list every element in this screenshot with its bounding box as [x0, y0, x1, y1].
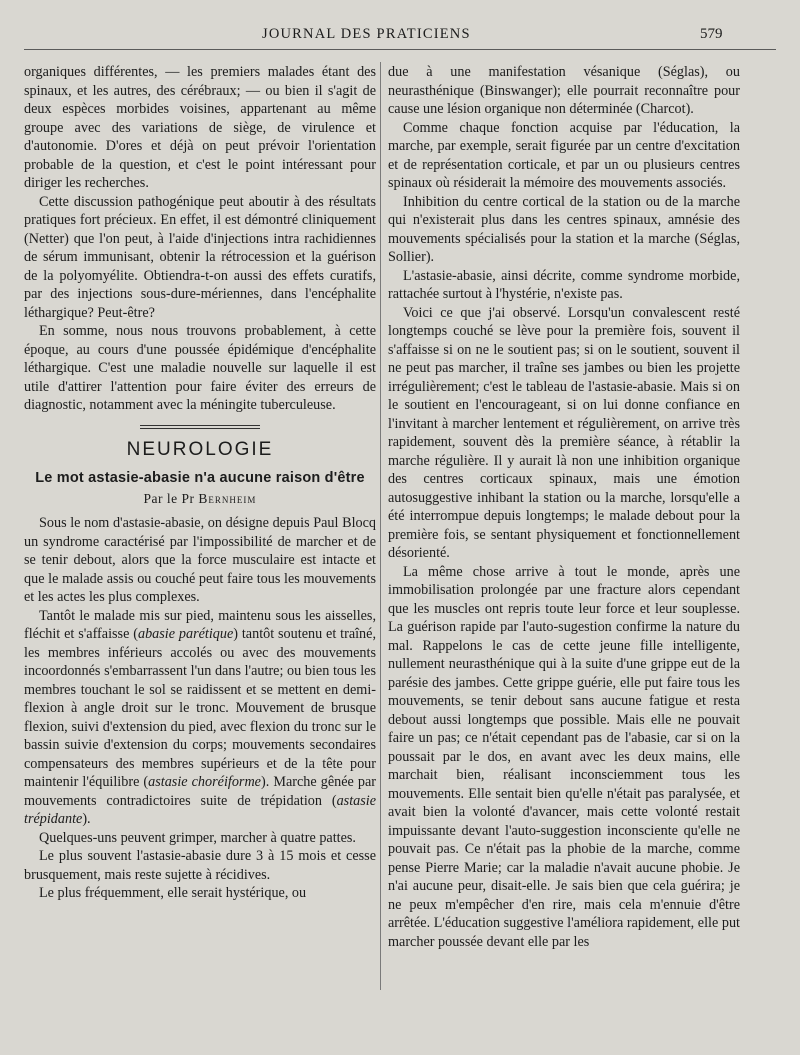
text-run: Tantôt le malade mis sur pied, maintenu sous les aisselles, fléchit et s'affaisse ( — [24, 607, 376, 642]
paragraph: L'astasie-abasie, ainsi décrite, comme syndrome morbide, rattachée surtout à l'hystérie, n'existe pas. — [388, 267, 740, 302]
byline-prefix: Par le Pr — [143, 490, 195, 506]
paragraph: Le plus souvent l'astasie-abasie dure 3 à 15 mois et cesse brusquement, mais reste sujette à récidives. — [24, 848, 376, 883]
paragraph: Sous le nom d'astasie-abasie, on désigne depuis Paul Blocq un syndrome caractérisé par l'impossibilité de marcher et de se tenir debout, alors que la force musculaire est intacte et que le malade assis ou couché peut faire tous les mouvements et les actes les plus complexes. — [24, 515, 376, 605]
paragraph: Inhibition du centre cortical de la station ou de la marche qui n'existerait plus dans les centres spinaux, amnésie des mouvements spécialisés pour la station et la marche (Séglas, Sollier). — [388, 193, 740, 265]
paragraph: En somme, nous nous trouvons probablement, à cette époque, au cours d'une poussée épidémique d'encéphalite léthargique. C'est une maladie nouvelle sur laquelle il est utile d'attirer l'attention pour faire éviter des erreurs de diagnostic, notamment avec la méningite tuberculeuse. — [24, 323, 376, 413]
paragraph: Cette discussion pathogénique peut aboutir à des résultats pratiques fort précieux. En effet, il est démontré cliniquement (Netter) que l'on peut, à l'aide d'injections intra rachidiennes de sérum immunisant, obtenir la rétrocession et la guérison de la polyomyélite. Obtiendra-t-on aussi des effets curatifs, par des injections sous-dure-mériennes, dans l'encéphalite léthargique? Peut-être? — [24, 193, 376, 321]
paragraph: due à une manifestation vésanique (Séglas), ou neurasthénique (Binswanger); elle pourrait reconnaître pour cause une lésion organique non déterminée (Charcot). — [388, 64, 740, 117]
byline-author: Bernheim — [198, 490, 257, 506]
article-title: Le mot astasie-abasie n'a aucune raison d'être — [35, 470, 365, 486]
paragraph: Comme chaque fonction acquise par l'éducation, la marche, par exemple, serait figurée par un centre d'excitation et de représentation corticale, et par un ou plusieurs centres spinaux où résiderait la mémoire des mouvements associés. — [388, 119, 740, 191]
paragraph: organiques différentes, — les premiers malades étant des spinaux, et les autres, des cérébraux; — ou bien il s'agit de deux espèces morbides voisines, appartenant au même groupe avec des variations de siège, de virulence et d'autonomie. D'ores et déjà on peut prévoir l'orientation probable de la question, et c'est le point intéressant pour diriger les recherches. — [24, 64, 376, 191]
column-divider — [380, 62, 381, 990]
text-run: ). — [82, 811, 91, 827]
paragraph: Le plus fréquemment, elle serait hystérique, ou — [39, 885, 307, 901]
header-rule — [24, 49, 776, 50]
paragraph: Voici ce que j'ai observé. Lorsqu'un convalescent resté longtemps couché se lève pour la première fois, souvent il s'affaisse si on ne le soutient pas; si on le soutient, souvent il ne peut pas marcher, il traîne ses jambes ou bien les projette irrégulièrement; c'est le tableau de l'astasie-abasie. Mais si on le soutient en l'encourageant, si on lui donne confiance en l'invitant à marcher lentement et régulièrement, on arrive très rapidement, souvent dès la première séance, à rétablir la marche régulière. Il y aurait là non une inhibition organique des centres corticaux spinaux, mais une émotion autosuggestive inhibant la station ou la marche, lorsqu'elle a été interrompue depuis longtemps; le malade debout pour la première fois, se sentant physiquement et fonctionnellement désorienté. — [388, 304, 740, 561]
paragraph: La même chose arrive à tout le monde, après une immobilisation prolongée par une fracture alors cependant que les muscles ont repris toute leur force et leur souplesse. La guérison rapide par l'auto-sugestion confirme la nature du mal. Rappelons le cas de cette jeune fille intelligente, nullement neurasthénique qui à la suite d'une grippe eut de la parésie des jambes. Cette grippe guérie, elle put faire tous les mouvements, se tenir debout sans aucune fatigue et resta debout aussi longtemps que possible. Mais elle ne pouvait faire un pas; ce n'était cependant pas de l'abasie, car si on la poussait par le dos, en avant avec les deux mains, elle marchait bien, réalisant inconsciemment tous les mouvements. Elle sentait bien qu'elle n'était pas paralysée, et avait bien la volonté d'avancer, mais cette volonté restait impuissante devant l'auto-suggestion inconsciente qu'elle ne pouvait pas. Ce n'était pas la phobie de la marche, comme pense Pierre Marie; car la maladie n'avait aucune phobie. Je n'ai aucune peur, disait-elle. Je sais bien que cela guérira; je ne peux m'empêcher d'en rire, mais cela m'ennuie d'être arrêtée. L'éducation suggestive l'améliora rapidement, elle put marcher poussée devant elle par les — [388, 563, 740, 950]
italic-term: astasie choréiforme — [148, 774, 261, 790]
running-head — [0, 26, 800, 44]
journal-title: JOURNAL DES PRATICIENS — [262, 26, 471, 42]
paragraph — [24, 607, 376, 829]
byline — [24, 490, 376, 509]
text-run: ) tantôt soutenu et traîné, les membres inférieurs accolés ou avec des mouvements incoordonnés s'embarrassent l'un dans l'autre; ou bien tous les membres touchant le sol se raidissent et se mettent en demi-flexion à angle droit sur le tronc. Mouvement de brusque flexion, suivi d'extension du pied, avec flexion du tronc sur le bassin suivie d'extension du corps; mouvements secondaires compensateurs des membres supérieurs et de la tête pour maintenir l'équilibre ( — [24, 626, 376, 790]
text-run: ). Marche gênée par mouvements contradictoires suite de trépidation ( — [24, 774, 376, 809]
paragraph: Quelques-uns peuvent grimper, marcher à quatre pattes. — [39, 829, 356, 846]
italic-term: abasie parétique — [137, 626, 234, 642]
section-heading: NEUROLOGIE — [126, 438, 274, 460]
italic-term: astasie trépidante — [24, 792, 376, 827]
left-column — [24, 63, 376, 903]
page-number: 579 — [700, 26, 723, 42]
section-divider — [140, 425, 260, 429]
right-column — [388, 63, 740, 951]
